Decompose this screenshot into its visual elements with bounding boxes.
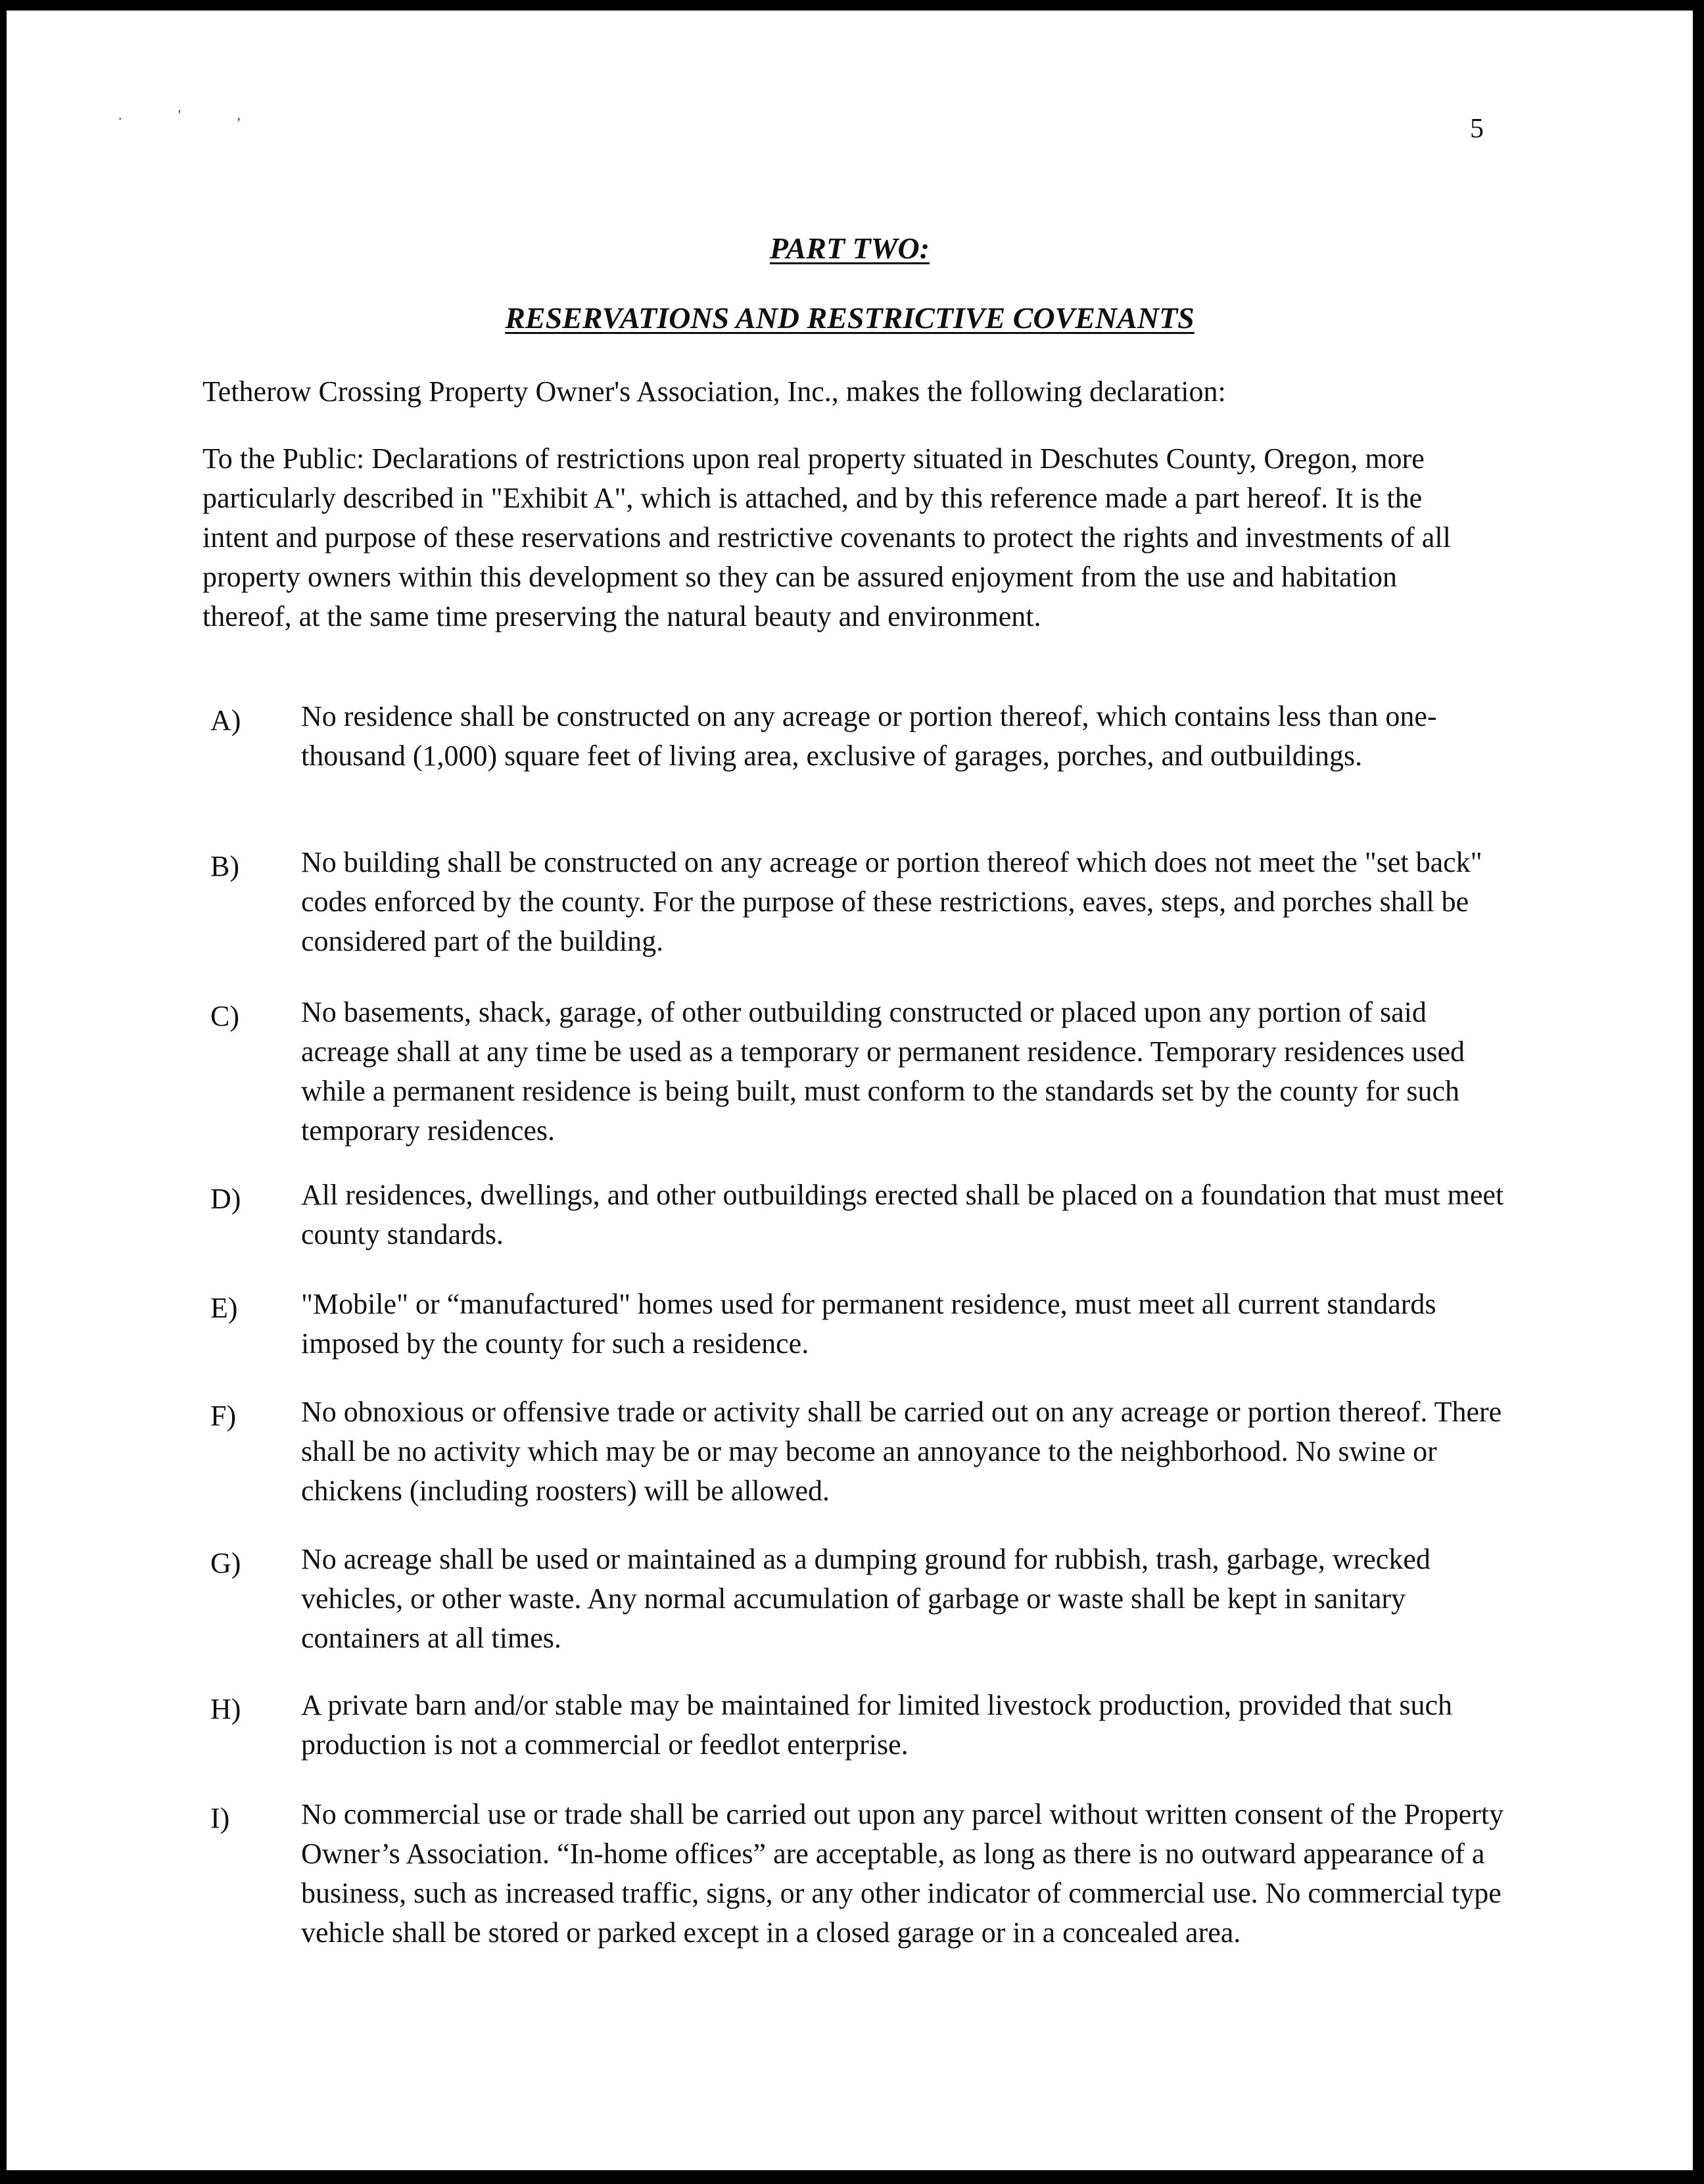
covenant-label: B) xyxy=(210,850,239,882)
covenant-text: No basements, shack, garage, of other outbuilding constructed or placed upon any portion of said acreage shall at any time be used as a temporary or permanent residence. Temporary residences used while a permanent residence is being built, must conform to the standards set by the county for such temporary residences. xyxy=(301,996,1465,1147)
covenant-label: H) xyxy=(210,1693,241,1725)
covenant-text: "Mobile" or “manufactured" homes used for permanent residence, must meet all current standards imposed by the county for such a residence. xyxy=(301,1288,1436,1360)
page-number: 5 xyxy=(1470,114,1484,144)
part-heading: PART TWO: xyxy=(769,231,930,265)
document-page xyxy=(7,11,1693,2170)
covenant-label: F) xyxy=(210,1400,237,1432)
covenant-text: No building shall be constructed on any acreage or portion thereof which does not meet the "set back" codes enforced by the county. For the purpose of these restrictions, eaves, steps, and porches shall be considered part of the building. xyxy=(301,846,1482,957)
covenant-label: G) xyxy=(210,1547,241,1579)
covenant-text: No residence shall be constructed on any acreage or portion thereof, which contains less than one-thousand (1,000) square feet of living area, exclusive of garages, porches, and outbuildings. xyxy=(301,700,1437,772)
covenant-label: A) xyxy=(210,704,241,736)
intro-declaration: Tetherow Crossing Property Owner's Association, Inc., makes the following declaration: xyxy=(202,375,1226,408)
covenant-text: A private barn and/or stable may be maintained for limited livestock production, provided that such production is not a commercial or feedlot enterprise. xyxy=(301,1689,1452,1761)
covenant-text: No acreage shall be used or maintained as a dumping ground for rubbish, trash, garbage, wrecked vehicles, or other waste. Any normal accumulation of garbage or waste shall be kept in sanitary containers at all times. xyxy=(301,1543,1431,1654)
section-heading: RESERVATIONS AND RESTRICTIVE COVENANTS xyxy=(505,301,1195,335)
scan-marks: . ' , xyxy=(118,107,267,123)
covenant-label: C) xyxy=(210,1000,239,1032)
covenant-text: No obnoxious or offensive trade or activity shall be carried out on any acreage or portion thereof. There shall be no activity which may be or may become an annoyance to the neighborhood. No swine or chickens (including roosters) will be allowed. xyxy=(301,1396,1502,1507)
covenant-label: I) xyxy=(210,1802,230,1834)
covenant-text: All residences, dwellings, and other outbuildings erected shall be placed on a foundation that must meet county standards. xyxy=(301,1179,1504,1250)
covenant-label: D) xyxy=(210,1183,241,1215)
intro-public-paragraph: To the Public: Declarations of restrictions upon real property situated in Deschutes County, Oregon, more particularly described in "Exhibit A", which is attached, and by this reference made a part hereof. It is the intent and purpose of these reservations and restrictive covenants to protect the rights and investments of all property owners within this development so they can be assured enjoyment from the use and habitation thereof, at the same time preserving the natural beauty and environment. xyxy=(202,442,1451,632)
covenant-text: No commercial use or trade shall be carried out upon any parcel without written consent of the Property Owner’s Association. “In-home offices” are acceptable, as long as there is no outward appearance of a business, such as increased traffic, signs, or any other indicator of commercial use. No commercial type vehicle shall be stored or parked except in a closed garage or in a concealed area. xyxy=(301,1798,1504,1949)
covenant-label: E) xyxy=(210,1292,238,1324)
